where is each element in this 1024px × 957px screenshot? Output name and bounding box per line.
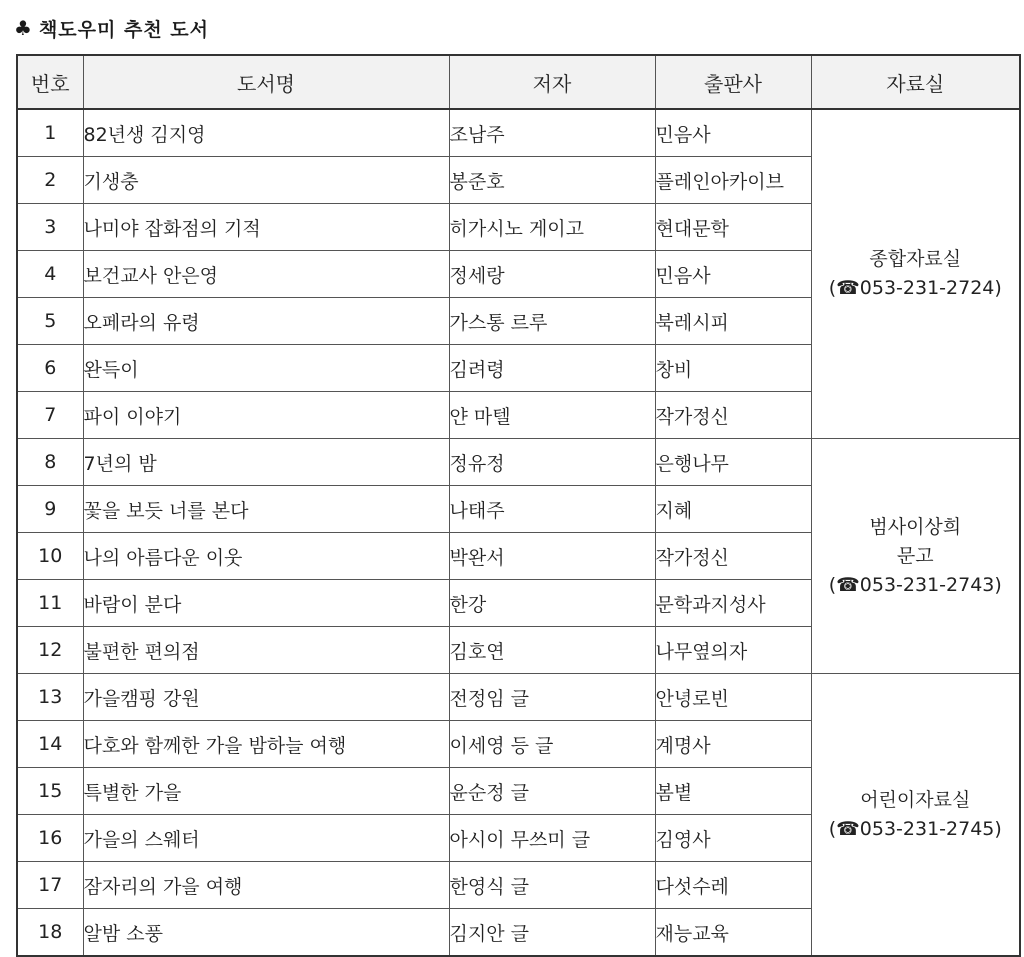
book-title: 기생충: [83, 157, 449, 204]
book-title: 꽃을 보듯 너를 본다: [83, 486, 449, 533]
book-author: 김려령: [449, 345, 655, 392]
row-number: 11: [17, 580, 83, 627]
book-author: 아시이 무쓰미 글: [449, 815, 655, 862]
book-author: 김호연: [449, 627, 655, 674]
book-publisher: 재능교육: [655, 909, 811, 957]
book-publisher: 봄볕: [655, 768, 811, 815]
book-title: 가을의 스웨터: [83, 815, 449, 862]
row-number: 14: [17, 721, 83, 768]
row-number: 17: [17, 862, 83, 909]
book-author: 이세영 등 글: [449, 721, 655, 768]
book-author: 한영식 글: [449, 862, 655, 909]
book-publisher: 현대문학: [655, 204, 811, 251]
library-name: 종합자료실: [869, 248, 962, 270]
book-author: 봉준호: [449, 157, 655, 204]
book-title: 바람이 분다: [83, 580, 449, 627]
book-author: 가스통 르루: [449, 298, 655, 345]
book-publisher: 작가정신: [655, 392, 811, 439]
row-number: 9: [17, 486, 83, 533]
row-number: 4: [17, 251, 83, 298]
book-publisher: 문학과지성사: [655, 580, 811, 627]
book-author: 윤순정 글: [449, 768, 655, 815]
book-author: 얀 마텔: [449, 392, 655, 439]
row-number: 5: [17, 298, 83, 345]
book-publisher: 민음사: [655, 251, 811, 298]
recommended-books-table: [16, 54, 1021, 957]
book-title: 오페라의 유령: [83, 298, 449, 345]
book-author: 김지안 글: [449, 909, 655, 957]
library-phone: (☎053-231-2745): [828, 817, 1002, 840]
row-number: 7: [17, 392, 83, 439]
row-number: 10: [17, 533, 83, 580]
book-title: 완득이: [83, 345, 449, 392]
book-title: 파이 이야기: [83, 392, 449, 439]
row-number: 6: [17, 345, 83, 392]
library-cell: [811, 439, 1020, 674]
book-title: 나미야 잡화점의 기적: [83, 204, 449, 251]
book-author: 나태주: [449, 486, 655, 533]
book-author: 한강: [449, 580, 655, 627]
book-author: 박완서: [449, 533, 655, 580]
table-body: [17, 109, 1020, 956]
book-publisher: 작가정신: [655, 533, 811, 580]
book-publisher: 나무옆의자: [655, 627, 811, 674]
column-header-publisher: 출판사: [655, 55, 811, 109]
table-row: [17, 439, 1020, 486]
book-title: 보건교사 안은영: [83, 251, 449, 298]
book-title: 불편한 편의점: [83, 627, 449, 674]
library-name: 어린이자료실: [860, 788, 971, 811]
book-title: 알밤 소풍: [83, 909, 449, 957]
book-title: 가을캠핑 강원: [83, 674, 449, 721]
row-number: 3: [17, 204, 83, 251]
book-title: 특별한 가을: [83, 768, 449, 815]
book-publisher: 플레인아카이브: [655, 157, 811, 204]
book-author: 전정임 글: [449, 674, 655, 721]
row-number: 16: [17, 815, 83, 862]
library-name: 범사이상희: [869, 515, 962, 538]
library-phone: (☎053-231-2724): [828, 277, 1002, 299]
row-number: 12: [17, 627, 83, 674]
book-title: 82년생 김지영: [83, 109, 449, 157]
row-number: 1: [17, 109, 83, 157]
table-row: [17, 109, 1020, 157]
book-publisher: 북레시피: [655, 298, 811, 345]
book-publisher: 창비: [655, 345, 811, 392]
row-number: 13: [17, 674, 83, 721]
page-title: [14, 12, 209, 44]
book-author: 정유정: [449, 439, 655, 486]
table-header-row: [17, 55, 1020, 109]
book-publisher: 다섯수레: [655, 862, 811, 909]
book-author: 정세랑: [449, 251, 655, 298]
book-author: 조남주: [449, 109, 655, 157]
book-title: 잠자리의 가을 여행: [83, 862, 449, 909]
book-publisher: 지혜: [655, 486, 811, 533]
row-number: 18: [17, 909, 83, 957]
table-row: [17, 674, 1020, 721]
column-header-author: 저자: [449, 55, 655, 109]
page-title-text: 책도우미 추천 도서: [38, 18, 209, 41]
column-header-library: 자료실: [811, 55, 1020, 109]
club-suit-icon: ♣: [14, 16, 33, 40]
book-author: 히가시노 게이고: [449, 204, 655, 251]
book-publisher: 은행나무: [655, 439, 811, 486]
row-number: 15: [17, 768, 83, 815]
book-publisher: 안녕로빈: [655, 674, 811, 721]
column-header-number: 번호: [17, 55, 83, 109]
book-publisher: 계명사: [655, 721, 811, 768]
book-publisher: 민음사: [655, 109, 811, 157]
row-number: 2: [17, 157, 83, 204]
book-title: 7년의 밤: [83, 439, 449, 486]
library-name: 문고: [896, 544, 934, 567]
book-title: 다호와 함께한 가을 밤하늘 여행: [83, 721, 449, 768]
library-phone: (☎053-231-2743): [828, 573, 1002, 596]
row-number: 8: [17, 439, 83, 486]
book-title: 나의 아름다운 이웃: [83, 533, 449, 580]
column-header-title: 도서명: [83, 55, 449, 109]
library-cell: [811, 109, 1020, 439]
book-publisher: 김영사: [655, 815, 811, 862]
library-cell: [811, 674, 1020, 957]
